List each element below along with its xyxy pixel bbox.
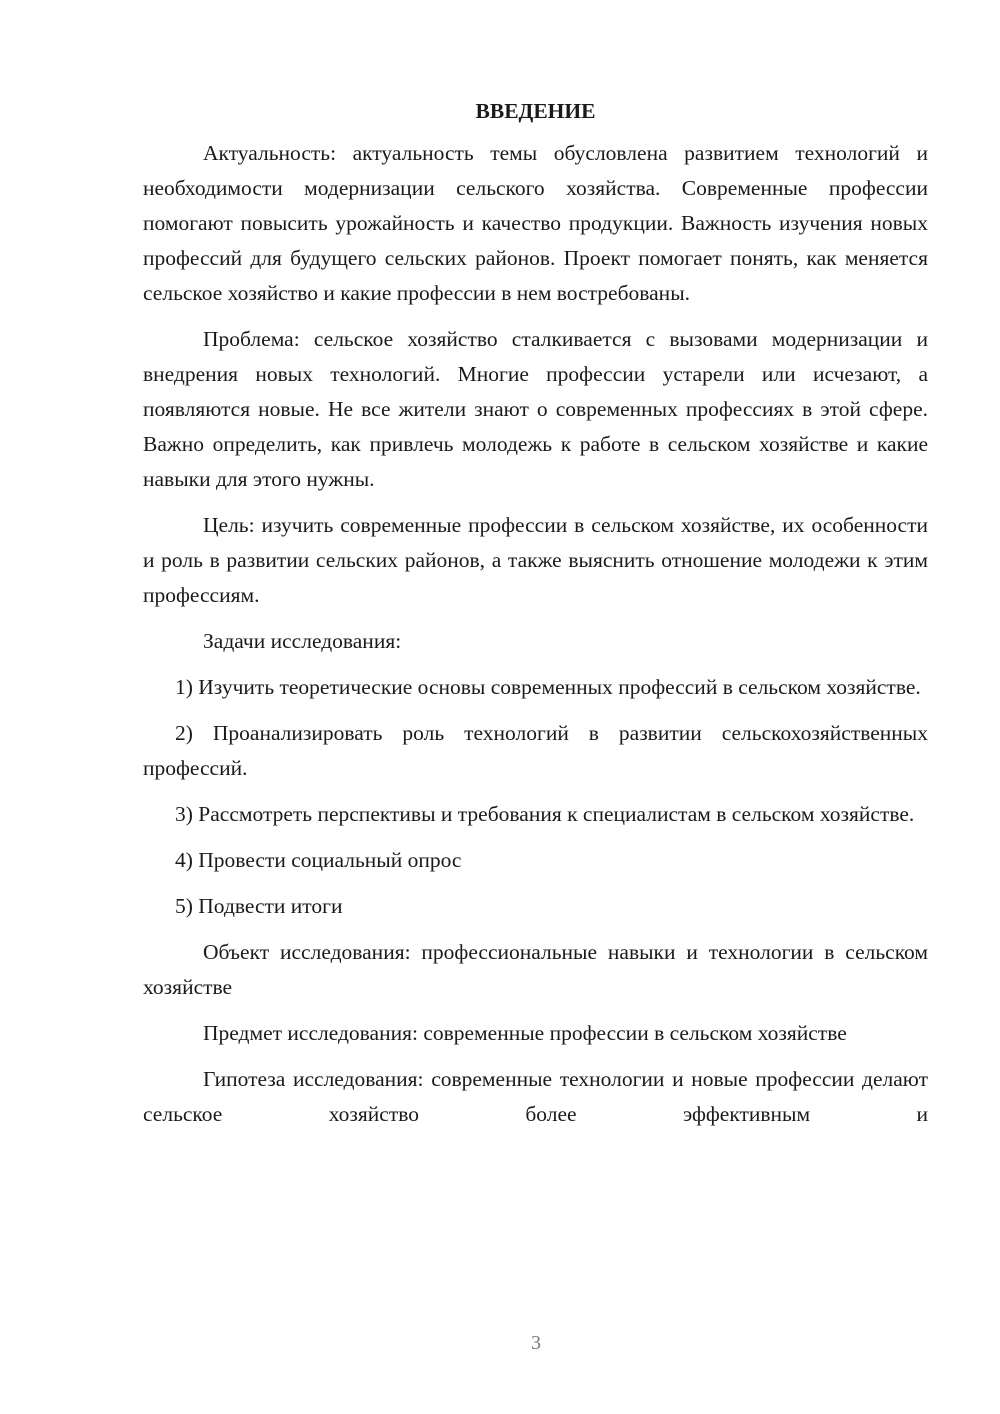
goal-paragraph: Цель: изучить современные профессии в сельском хозяйстве, их особенности и роль в развитии сельских районов, а также выяснить отношение молодежи к этим профессиям. xyxy=(143,513,928,607)
tasks-heading: Задачи исследования: xyxy=(203,629,402,653)
task-item-4: 4) Провести социальный опрос xyxy=(175,848,462,872)
relevance-paragraph: Актуальность: актуальность темы обусловлена развитием технологий и необходимости модернизации сельского хозяйства. Современные профессии помогают повысить урожайность и качество продукции. Важность изучения новых профессий для будущего сельских районов. Проект помогает понять, как меняется сельское хозяйство и какие профессии в нем востребованы. xyxy=(143,141,928,305)
page-number: 3 xyxy=(531,1332,541,1354)
task-item-2: 2) Проанализировать роль технологий в развитии сельскохозяйственных профессий. xyxy=(143,721,928,780)
page-body xyxy=(143,96,928,1143)
hypothesis-paragraph: Гипотеза исследования: современные технологии и новые профессии делают сельское хозяйство более эффективным и xyxy=(143,1067,928,1126)
object-paragraph: Объект исследования: профессиональные навыки и технологии в сельском хозяйстве xyxy=(143,940,928,999)
problem-paragraph: Проблема: сельское хозяйство сталкивается с вызовами модернизации и внедрения новых технологий. Многие профессии устарели или исчезают, а появляются новые. Не все жители знают о современных профессиях в этой сфере. Важно определить, как привлечь молодежь к работе в сельском хозяйстве и какие навыки для этого нужны. xyxy=(143,327,928,491)
task-item-5: 5) Подвести итоги xyxy=(175,894,343,918)
subject-paragraph: Предмет исследования: современные профессии в сельском хозяйстве xyxy=(203,1021,847,1045)
task-item-3: 3) Рассмотреть перспективы и требования к специалистам в сельском хозяйстве. xyxy=(175,802,915,826)
task-item-1: 1) Изучить теоретические основы современных профессий в сельском хозяйстве. xyxy=(175,675,921,699)
section-title: ВВЕДЕНИЕ xyxy=(475,99,596,123)
